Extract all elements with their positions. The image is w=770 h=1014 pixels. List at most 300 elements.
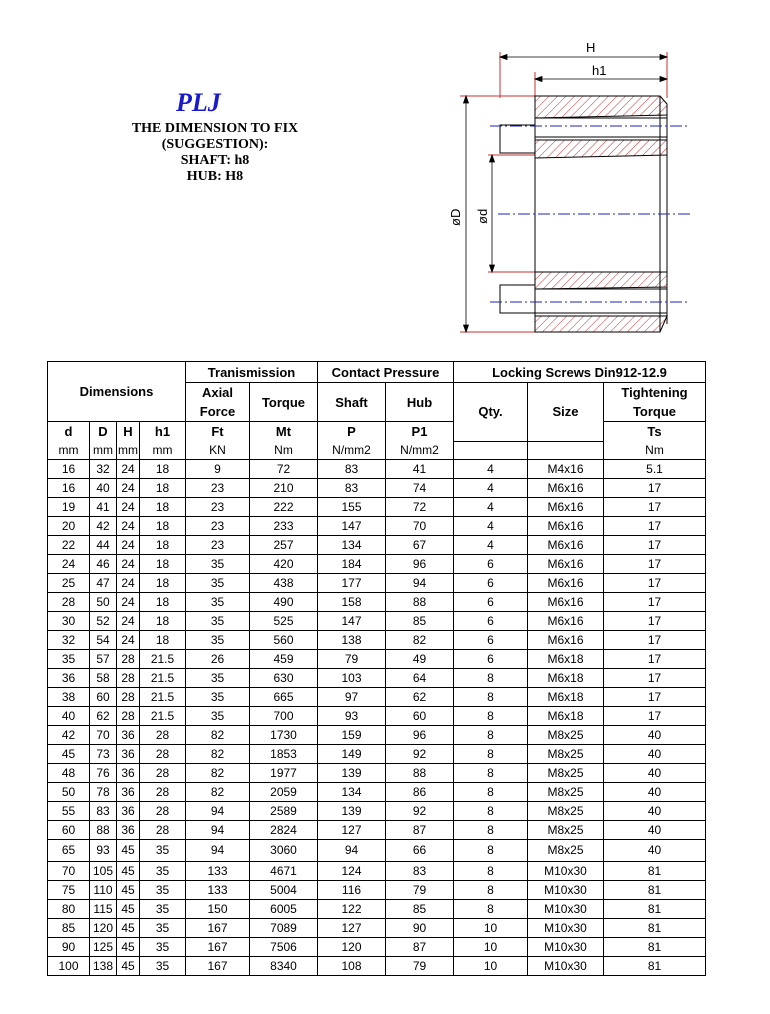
- H-dimension-label: H: [586, 40, 596, 55]
- cell-h1: 18: [140, 592, 186, 611]
- cell-qty: 8: [454, 782, 528, 801]
- unit-cell: mm: [48, 441, 90, 459]
- cell-P1: 94: [386, 573, 454, 592]
- cell-H: 24: [117, 554, 140, 573]
- unit-cell: Nm: [250, 441, 318, 459]
- cell-d: 75: [48, 880, 90, 899]
- fit-note-line: (SUGGESTION):: [161, 137, 269, 152]
- cell-size: M6x16: [528, 478, 604, 497]
- cell-D: 42: [90, 516, 117, 535]
- cell-D: 62: [90, 706, 117, 725]
- cell-qty: 8: [454, 839, 528, 861]
- cell-D: 125: [90, 937, 117, 956]
- cell-D: 60: [90, 687, 117, 706]
- locking-screws-header: Locking Screws Din912-12.9: [454, 362, 706, 383]
- cell-Ft: 35: [186, 573, 250, 592]
- cell-Ts: 17: [604, 554, 706, 573]
- cell-P1: 96: [386, 725, 454, 744]
- cell-Mt: 4671: [250, 861, 318, 880]
- unit-cell: mm: [90, 441, 117, 459]
- table-row: [48, 801, 706, 820]
- cell-Ft: 150: [186, 899, 250, 918]
- table-row: [48, 839, 706, 861]
- table-row: [48, 573, 706, 592]
- cell-Mt: 6005: [250, 899, 318, 918]
- cell-h1: 35: [140, 899, 186, 918]
- cell-h1: 35: [140, 918, 186, 937]
- cell-P: 94: [318, 839, 386, 861]
- transmission-header: Tranismission: [186, 362, 318, 383]
- cell-P: 134: [318, 782, 386, 801]
- cell-D: 52: [90, 611, 117, 630]
- cell-size: M6x18: [528, 668, 604, 687]
- cell-Ft: 23: [186, 497, 250, 516]
- cell-d: 55: [48, 801, 90, 820]
- cell-Mt: 525: [250, 611, 318, 630]
- cell-qty: 8: [454, 899, 528, 918]
- cell-Ts: 40: [604, 820, 706, 839]
- cell-d: 24: [48, 554, 90, 573]
- cell-size: M6x16: [528, 516, 604, 535]
- cell-P1: 67: [386, 535, 454, 554]
- cell-P1: 85: [386, 611, 454, 630]
- cell-H: 45: [117, 880, 140, 899]
- cell-H: 28: [117, 687, 140, 706]
- cell-Mt: 1977: [250, 763, 318, 782]
- symbol-cell: P: [318, 422, 386, 442]
- cell-Ft: 23: [186, 478, 250, 497]
- cell-qty: 8: [454, 668, 528, 687]
- spec-table: [47, 361, 706, 976]
- cell-Mt: 2059: [250, 782, 318, 801]
- cell-h1: 35: [140, 937, 186, 956]
- cell-size: M8x25: [528, 839, 604, 861]
- cell-size: M8x25: [528, 763, 604, 782]
- cell-qty: 6: [454, 554, 528, 573]
- cell-qty: 10: [454, 937, 528, 956]
- cell-H: 28: [117, 649, 140, 668]
- cell-H: 28: [117, 706, 140, 725]
- cell-D: 76: [90, 763, 117, 782]
- table-row: [48, 918, 706, 937]
- table-row: [48, 782, 706, 801]
- cell-P: 139: [318, 801, 386, 820]
- cell-d: 70: [48, 861, 90, 880]
- cell-d: 90: [48, 937, 90, 956]
- cell-h1: 21.5: [140, 706, 186, 725]
- cell-D: 93: [90, 839, 117, 861]
- cell-d: 38: [48, 687, 90, 706]
- product-title: PLJ: [176, 88, 221, 117]
- cell-P: 79: [318, 649, 386, 668]
- cell-Ts: 40: [604, 801, 706, 820]
- cell-h1: 28: [140, 725, 186, 744]
- dimensions-header: Dimensions: [48, 362, 186, 422]
- cell-Ft: 35: [186, 611, 250, 630]
- cell-Ts: 17: [604, 668, 706, 687]
- cell-qty: 6: [454, 630, 528, 649]
- cell-h1: 28: [140, 820, 186, 839]
- qty-header: Qty.: [454, 383, 528, 442]
- cell-qty: 4: [454, 516, 528, 535]
- cell-Ft: 82: [186, 725, 250, 744]
- table-row: [48, 744, 706, 763]
- cell-Mt: 222: [250, 497, 318, 516]
- cell-H: 36: [117, 801, 140, 820]
- table-row: [48, 592, 706, 611]
- cell-Ft: 35: [186, 592, 250, 611]
- cell-P: 177: [318, 573, 386, 592]
- cell-D: 40: [90, 478, 117, 497]
- cell-P1: 86: [386, 782, 454, 801]
- cell-Mt: 1730: [250, 725, 318, 744]
- cell-h1: 18: [140, 535, 186, 554]
- cell-size: M8x25: [528, 744, 604, 763]
- cell-Mt: 210: [250, 478, 318, 497]
- cell-Ts: 81: [604, 899, 706, 918]
- table-row: [48, 861, 706, 880]
- cell-P1: 88: [386, 763, 454, 782]
- cell-H: 45: [117, 956, 140, 975]
- cell-Ft: 26: [186, 649, 250, 668]
- cell-D: 50: [90, 592, 117, 611]
- cell-h1: 35: [140, 956, 186, 975]
- cell-size: M6x16: [528, 630, 604, 649]
- cell-d: 85: [48, 918, 90, 937]
- unit-cell: KN: [186, 441, 250, 459]
- table-row: [48, 630, 706, 649]
- cell-P: 139: [318, 763, 386, 782]
- cell-h1: 28: [140, 763, 186, 782]
- symbol-cell: Ft: [186, 422, 250, 442]
- cell-Ft: 35: [186, 554, 250, 573]
- table-row: [48, 956, 706, 975]
- cell-D: 44: [90, 535, 117, 554]
- cell-d: 25: [48, 573, 90, 592]
- cell-Ft: 82: [186, 782, 250, 801]
- cell-h1: 35: [140, 839, 186, 861]
- cell-Ts: 81: [604, 956, 706, 975]
- cell-P1: 96: [386, 554, 454, 573]
- cell-Ft: 35: [186, 687, 250, 706]
- cell-H: 45: [117, 861, 140, 880]
- cell-size: M8x25: [528, 820, 604, 839]
- cell-qty: 10: [454, 956, 528, 975]
- cell-D: 58: [90, 668, 117, 687]
- cell-d: 16: [48, 478, 90, 497]
- cell-d: 28: [48, 592, 90, 611]
- cell-h1: 21.5: [140, 649, 186, 668]
- cell-P: 147: [318, 611, 386, 630]
- cell-h1: 28: [140, 744, 186, 763]
- spec-table-body: [48, 459, 706, 975]
- cell-d: 100: [48, 956, 90, 975]
- cell-H: 36: [117, 725, 140, 744]
- cell-H: 24: [117, 592, 140, 611]
- cell-Ts: 40: [604, 839, 706, 861]
- cell-h1: 35: [140, 861, 186, 880]
- cell-H: 24: [117, 497, 140, 516]
- cell-size: M10x30: [528, 899, 604, 918]
- cell-D: 83: [90, 801, 117, 820]
- cell-d: 60: [48, 820, 90, 839]
- cell-Ts: 40: [604, 782, 706, 801]
- cell-D: 105: [90, 861, 117, 880]
- cell-D: 138: [90, 956, 117, 975]
- cell-D: 120: [90, 918, 117, 937]
- cell-P: 103: [318, 668, 386, 687]
- cell-size: M6x16: [528, 497, 604, 516]
- cell-H: 24: [117, 478, 140, 497]
- cell-Mt: 438: [250, 573, 318, 592]
- cell-Ts: 17: [604, 649, 706, 668]
- cell-Mt: 8340: [250, 956, 318, 975]
- cell-P1: 87: [386, 820, 454, 839]
- cell-h1: 18: [140, 497, 186, 516]
- cell-Ts: 17: [604, 630, 706, 649]
- table-row: [48, 668, 706, 687]
- cell-Ft: 35: [186, 706, 250, 725]
- cell-P: 120: [318, 937, 386, 956]
- cell-P: 108: [318, 956, 386, 975]
- cell-Mt: 5004: [250, 880, 318, 899]
- cell-Ts: 17: [604, 497, 706, 516]
- cell-P: 158: [318, 592, 386, 611]
- cell-qty: 6: [454, 573, 528, 592]
- cell-Ts: 5.1: [604, 459, 706, 478]
- cell-size: M4x16: [528, 459, 604, 478]
- cell-Ts: 17: [604, 573, 706, 592]
- cell-P1: 92: [386, 744, 454, 763]
- unit-cell: [528, 441, 604, 459]
- cross-section-drawing: [430, 30, 700, 340]
- unit-cell: N/mm2: [386, 441, 454, 459]
- cell-Ft: 133: [186, 861, 250, 880]
- cell-qty: 4: [454, 459, 528, 478]
- cell-size: M6x16: [528, 573, 604, 592]
- cell-size: M6x16: [528, 535, 604, 554]
- cell-P1: 41: [386, 459, 454, 478]
- cell-P1: 90: [386, 918, 454, 937]
- cell-h1: 18: [140, 611, 186, 630]
- cell-P: 97: [318, 687, 386, 706]
- symbol-cell: Mt: [250, 422, 318, 442]
- cell-d: 48: [48, 763, 90, 782]
- cell-P1: 79: [386, 956, 454, 975]
- cell-Mt: 2824: [250, 820, 318, 839]
- cell-Ts: 17: [604, 516, 706, 535]
- cell-Ts: 81: [604, 861, 706, 880]
- h1-dimension-label: h1: [592, 63, 607, 78]
- cell-P1: 66: [386, 839, 454, 861]
- cell-d: 30: [48, 611, 90, 630]
- cell-P: 122: [318, 899, 386, 918]
- cell-P1: 85: [386, 899, 454, 918]
- cell-P1: 79: [386, 880, 454, 899]
- cell-size: M8x25: [528, 782, 604, 801]
- cell-P: 155: [318, 497, 386, 516]
- hub-header: Hub: [386, 383, 454, 422]
- cell-Ts: 81: [604, 880, 706, 899]
- cell-qty: 8: [454, 880, 528, 899]
- cell-h1: 18: [140, 516, 186, 535]
- torque-header: Torque: [250, 383, 318, 422]
- cell-size: M6x16: [528, 611, 604, 630]
- cell-Ft: 82: [186, 744, 250, 763]
- cell-Mt: 3060: [250, 839, 318, 861]
- cell-qty: 8: [454, 706, 528, 725]
- tightening-header: Tightening: [604, 383, 706, 403]
- cell-size: M6x18: [528, 687, 604, 706]
- cell-Ft: 94: [186, 801, 250, 820]
- size-header: Size: [528, 383, 604, 442]
- cell-P: 138: [318, 630, 386, 649]
- cell-D: 41: [90, 497, 117, 516]
- cell-Mt: 700: [250, 706, 318, 725]
- cell-H: 24: [117, 516, 140, 535]
- cell-P: 184: [318, 554, 386, 573]
- cell-P1: 87: [386, 937, 454, 956]
- cell-P: 127: [318, 820, 386, 839]
- cell-Mt: 630: [250, 668, 318, 687]
- cell-P: 134: [318, 535, 386, 554]
- cell-d: 32: [48, 630, 90, 649]
- table-row: [48, 687, 706, 706]
- cell-H: 24: [117, 573, 140, 592]
- cell-qty: 8: [454, 820, 528, 839]
- unit-cell: mm: [117, 441, 140, 459]
- cell-size: M10x30: [528, 956, 604, 975]
- symbol-cell: H: [117, 422, 140, 442]
- cell-Ts: 17: [604, 687, 706, 706]
- cell-H: 24: [117, 630, 140, 649]
- cell-Mt: 257: [250, 535, 318, 554]
- table-row: [48, 611, 706, 630]
- cell-size: M6x16: [528, 554, 604, 573]
- cell-Ft: 167: [186, 956, 250, 975]
- cell-d: 40: [48, 706, 90, 725]
- cell-qty: 4: [454, 497, 528, 516]
- cell-d: 42: [48, 725, 90, 744]
- cell-size: M6x18: [528, 706, 604, 725]
- cell-D: 73: [90, 744, 117, 763]
- cell-h1: 18: [140, 554, 186, 573]
- cell-d: 80: [48, 899, 90, 918]
- cell-size: M10x30: [528, 918, 604, 937]
- fit-note-line: THE DIMENSION TO FIX: [131, 121, 299, 136]
- cell-P: 116: [318, 880, 386, 899]
- cell-d: 22: [48, 535, 90, 554]
- cell-Ts: 17: [604, 611, 706, 630]
- unit-cell: mm: [140, 441, 186, 459]
- cell-P1: 74: [386, 478, 454, 497]
- cell-P: 149: [318, 744, 386, 763]
- symbol-cell: D: [90, 422, 117, 442]
- cell-size: M10x30: [528, 861, 604, 880]
- cell-P: 159: [318, 725, 386, 744]
- cell-Ft: 167: [186, 937, 250, 956]
- cell-qty: 10: [454, 918, 528, 937]
- cell-qty: 6: [454, 611, 528, 630]
- table-row: [48, 554, 706, 573]
- cell-D: 115: [90, 899, 117, 918]
- cell-qty: 8: [454, 861, 528, 880]
- cell-P1: 64: [386, 668, 454, 687]
- d-diameter-label: ød: [475, 208, 490, 224]
- axial-header: Axial: [186, 383, 250, 403]
- cell-Ft: 23: [186, 516, 250, 535]
- cell-Mt: 490: [250, 592, 318, 611]
- cell-D: 57: [90, 649, 117, 668]
- unit-cell: [454, 441, 528, 459]
- D-diameter-label: øD: [448, 208, 463, 226]
- cell-d: 16: [48, 459, 90, 478]
- cell-Ts: 40: [604, 744, 706, 763]
- cell-Ft: 133: [186, 880, 250, 899]
- cell-Ts: 81: [604, 918, 706, 937]
- cell-qty: 6: [454, 649, 528, 668]
- cell-d: 50: [48, 782, 90, 801]
- table-row: [48, 820, 706, 839]
- cell-qty: 4: [454, 535, 528, 554]
- cell-d: 35: [48, 649, 90, 668]
- cell-H: 24: [117, 611, 140, 630]
- cell-H: 45: [117, 937, 140, 956]
- cell-h1: 18: [140, 478, 186, 497]
- cell-P1: 70: [386, 516, 454, 535]
- cell-P1: 49: [386, 649, 454, 668]
- cell-qty: 8: [454, 801, 528, 820]
- symbol-cell: Ts: [604, 422, 706, 442]
- force-header: Force: [186, 402, 250, 422]
- table-row: [48, 706, 706, 725]
- symbol-cell: P1: [386, 422, 454, 442]
- cell-P1: 60: [386, 706, 454, 725]
- table-row: [48, 725, 706, 744]
- cell-Ft: 94: [186, 839, 250, 861]
- cell-Ft: 167: [186, 918, 250, 937]
- table-row: [48, 497, 706, 516]
- cell-P1: 92: [386, 801, 454, 820]
- cell-h1: 21.5: [140, 687, 186, 706]
- table-row: [48, 649, 706, 668]
- cell-Ts: 40: [604, 763, 706, 782]
- cell-Mt: 7089: [250, 918, 318, 937]
- cell-qty: 8: [454, 687, 528, 706]
- cell-qty: 6: [454, 592, 528, 611]
- cell-P1: 88: [386, 592, 454, 611]
- cell-D: 78: [90, 782, 117, 801]
- cell-P: 127: [318, 918, 386, 937]
- cell-h1: 28: [140, 801, 186, 820]
- cell-D: 70: [90, 725, 117, 744]
- cell-qty: 4: [454, 478, 528, 497]
- table-row: [48, 763, 706, 782]
- cell-D: 54: [90, 630, 117, 649]
- cell-Mt: 665: [250, 687, 318, 706]
- cell-size: M6x18: [528, 649, 604, 668]
- cell-d: 20: [48, 516, 90, 535]
- cell-size: M8x25: [528, 801, 604, 820]
- cell-Ts: 17: [604, 478, 706, 497]
- cell-Ts: 17: [604, 592, 706, 611]
- cell-Ft: 82: [186, 763, 250, 782]
- cell-h1: 21.5: [140, 668, 186, 687]
- cell-size: M6x16: [528, 592, 604, 611]
- cell-P: 147: [318, 516, 386, 535]
- symbol-cell: d: [48, 422, 90, 442]
- cell-d: 45: [48, 744, 90, 763]
